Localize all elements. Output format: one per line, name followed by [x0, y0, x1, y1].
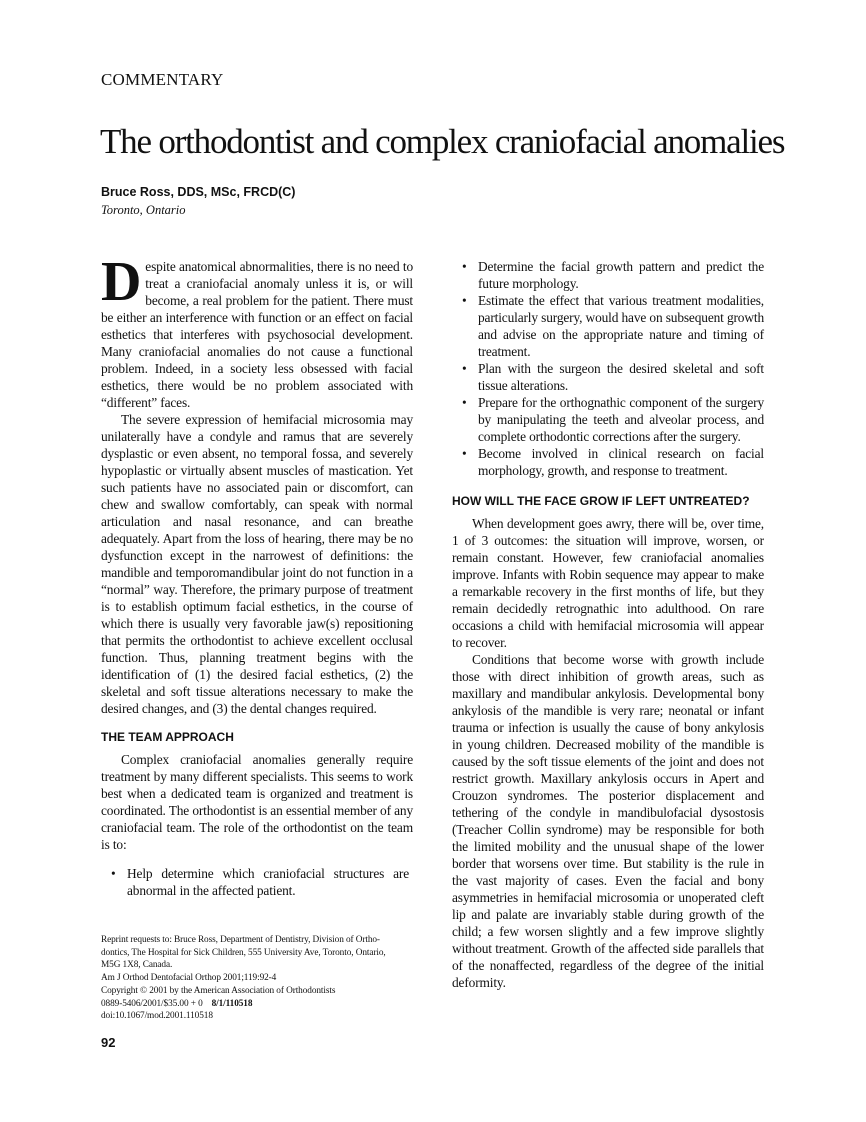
section-label: COMMENTARY	[101, 70, 224, 89]
list-item-text: Become involved in clinical research on facial morphology, growth, and response to treatment.	[478, 446, 764, 478]
section-heading: HOW WILL THE FACE GROW IF LEFT UNTREATED?	[452, 494, 750, 508]
paragraph: Conditions that become worse with growth include those with direct inhibition of growth areas, such as maxillary and mandibular ankylosis. Developmental bony ankylosis of the mandible is very rare; neonatal or infant trauma or infection is usually the cause of bony ankylosis in young children. Decreased mobility of the mandible is caused by the soft tissue elements of the joint and does not restrict growth. Maxillary ankylosis occurs in Apert and Crouzon syndromes. The posterior displacement and tethering of the condyle in mandibulofacial dysostosis (Treacher Collin syndrome) may be responsible for both the limited mobility and the unusual shape of the lower border that worsens over time. But stability is the rule in the vast majority of cases. Even the facial and bony asymmetries in hemifacial microsomia or unoperated cleft lip and palate are invariably stable during growth of the child; a few worsen slightly and a few improve slightly without treatment. Growth of the affected side parallels that of the nonaffected, regardless of the degree of the initial deformity.	[452, 652, 764, 990]
article-title: The orthodontist and complex craniofacial anomalies	[100, 122, 785, 161]
list-item-text: Determine the facial growth pattern and predict the future morphology.	[478, 259, 764, 291]
footnote-line: dontics, The Hospital for Sick Children, 555 University Ave, Toronto, Ontario,	[101, 947, 386, 958]
paragraph: Complex craniofacial anomalies generally require treatment by many different specialists. This seems to work best when a dedicated team is organized and treatment is coordinated. The orthodontist is an essential member of any craniofacial team. The role of the orthodontist on the team is to:	[101, 752, 413, 852]
bullet-icon: •	[462, 361, 467, 376]
right-column	[452, 258, 764, 991]
bullet-list	[452, 258, 764, 479]
intro-paragraph	[101, 251, 413, 411]
list-item	[452, 394, 764, 445]
list-item	[452, 360, 764, 394]
footnote-line	[101, 998, 421, 1011]
list-item-text: Estimate the effect that various treatment modalities, particularly surgery, would have on subsequent growth and advise on the appropriate nature and timing of treatment.	[478, 293, 764, 359]
bullet-icon: •	[462, 259, 467, 274]
doi: doi:10.1067/mod.2001.110518	[101, 1011, 213, 1022]
bullet-icon: •	[462, 293, 467, 308]
paragraph: When development goes awry, there will be, over time, 1 of 3 outcomes: the situation will improve, worsen, or remain constant. However, few craniofacial anomalies improve. Infants with Robin sequence may appear to make a remarkable recovery in the first months of life, but they remain decidedly retrognathic into adulthood. On rare occasions a child with hemifacial microsomia will appear to recover.	[452, 516, 764, 650]
article-code: 8/1/110518	[211, 998, 253, 1009]
list-item	[452, 445, 764, 479]
left-column	[101, 251, 413, 899]
bullet-icon: •	[462, 446, 467, 461]
footnote-line: Am J Orthod Dentofacial Orthop 2001;119:92-4	[101, 973, 277, 984]
list-item-text: Help determine which craniofacial structures are abnormal in the affected patient.	[127, 866, 409, 898]
issn: 0889-5406/2001/$35.00 + 0	[101, 998, 203, 1009]
footnote-line: M5G 1X8, Canada.	[101, 960, 173, 971]
list-item	[101, 865, 413, 899]
author: Bruce Ross, DDS, MSc, FRCD(C)	[101, 185, 296, 199]
bullet-icon: •	[111, 866, 116, 881]
section-heading: THE TEAM APPROACH	[101, 730, 234, 744]
footnote	[101, 934, 421, 1023]
page-number: 92	[101, 1035, 116, 1050]
footnote-line: Reprint requests to: Bruce Ross, Department of Dentistry, Division of Ortho-	[101, 935, 380, 945]
paragraph: The severe expression of hemifacial microsomia may unilaterally have a condyle and ramus that are severely dysplastic or even absent, no temporal fossa, and severely hypoplastic or virtually absent muscles of mastication. Yet such patients have no associated pain or discomfort, can chew and swallow comfortably, can speak with normal articulation and nasal resonance, and can breathe adequately. Apart from the loss of hearing, there may be no dysfunction except in the narrowest of definitions: the mandible and temporomandibular joint do not function in a “normal” way. Therefore, the primary purpose of treatment is to establish optimum facial esthetics, in the course of which there is usually very favorable jaw(s) repositioning that permits the orthodontist to achieve excellent occlusal function. Thus, planning treatment begins with the identification of (1) the desired facial esthetics, (2) the skeletal and soft tissue alterations necessary to make the desired changes, and (3) the dental changes required.	[101, 412, 413, 716]
list-item	[452, 258, 764, 292]
drop-cap: D	[101, 251, 142, 313]
intro-text: espite anatomical abnormalities, there is no need to treat a craniofacial anomaly unless it is, or will become, a real problem for the patient. There must be either an interference with function or an effect on facial esthetics that interferes with psychosocial development. Many craniofacial anomalies do not cause a functional problem. Indeed, in a society less obsessed with facial esthetics, there would be no problem associated with “different” faces.	[101, 259, 413, 410]
bullet-icon: •	[462, 395, 467, 410]
bullet-list	[101, 865, 413, 899]
footnote-line: Copyright © 2001 by the American Association of Orthodontists	[101, 985, 336, 996]
list-item-text: Plan with the surgeon the desired skeletal and soft tissue alterations.	[478, 361, 764, 393]
list-item-text: Prepare for the orthognathic component of the surgery by manipulating the teeth and alveolar process, and complete orthodontic corrections after the surgery.	[478, 395, 764, 444]
list-item	[452, 292, 764, 360]
affiliation: Toronto, Ontario	[101, 203, 186, 217]
